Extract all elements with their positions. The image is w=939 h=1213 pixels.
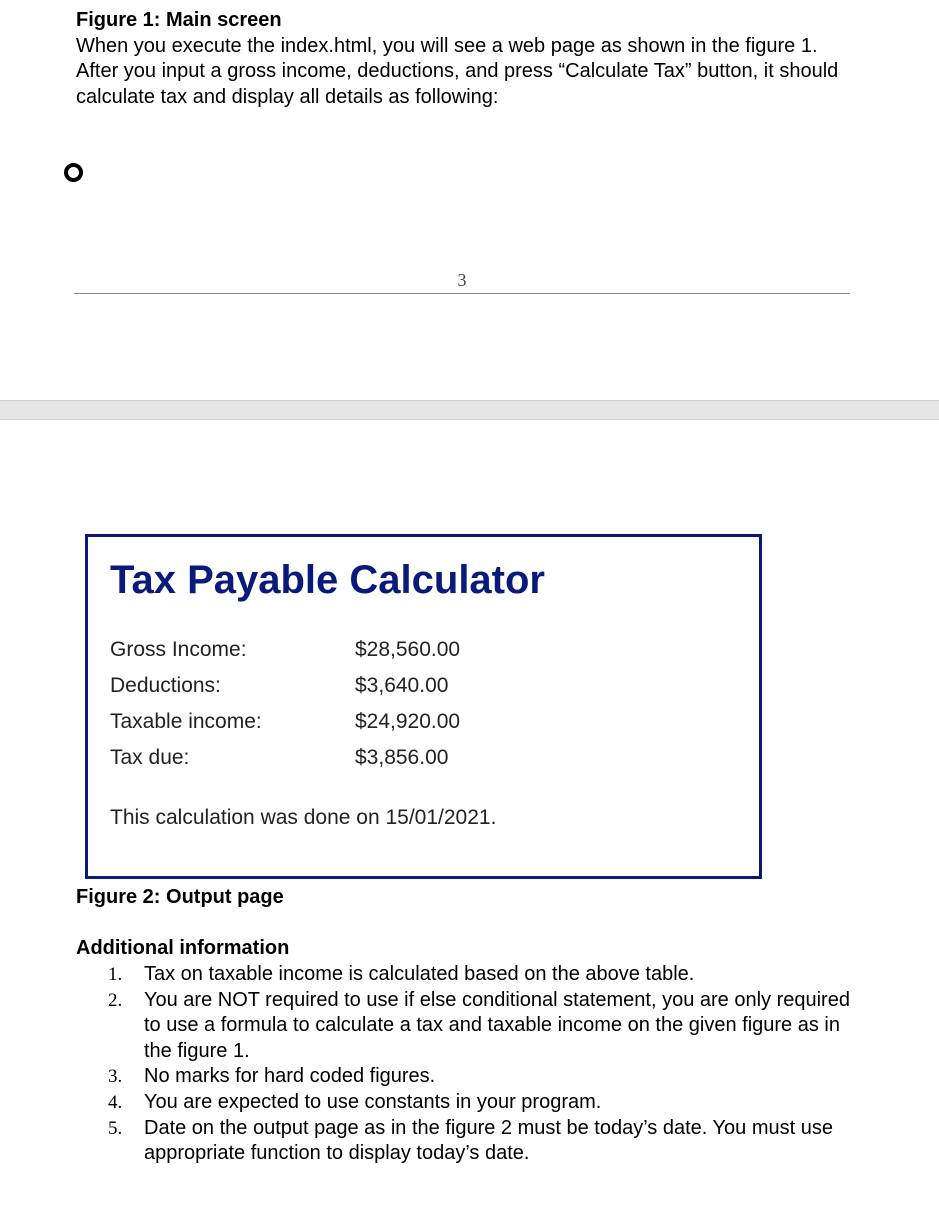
calculator-title: Tax Payable Calculator: [110, 558, 545, 602]
figure1-paragraph-1: When you execute the index.html, you will see a web page as shown in the figure 1.: [76, 34, 818, 57]
figure2-caption: Figure 2: Output page: [76, 886, 284, 908]
result-label: Deductions:: [110, 674, 221, 697]
result-label: Tax due:: [110, 746, 190, 769]
list-item: [108, 962, 868, 988]
result-value: $3,640.00: [355, 674, 449, 697]
list-text: You are NOT required to use if else conditional statement, you are only required to use a formula to calculate a tax and taxable income on the given figure as in the figure 1.: [144, 988, 850, 1062]
page-footer-divider: [74, 293, 850, 294]
list-text: Date on the output page as in the figure 2 must be today’s date. You must use appropriate function to display today’s date.: [144, 1116, 833, 1165]
calculation-date-note: This calculation was done on 15/01/2021.: [110, 806, 497, 829]
list-text: No marks for hard coded figures.: [144, 1065, 436, 1088]
result-value: $3,856.00: [355, 746, 449, 769]
page-break-gap: [0, 400, 939, 420]
list-item: [108, 1064, 868, 1090]
list-number: 1.: [108, 964, 123, 985]
list-text: Tax on taxable income is calculated based on the above table.: [144, 963, 695, 985]
circle-bullet-icon: [64, 163, 83, 182]
figure1-paragraph-2: After you input a gross income, deductions, and press “Calculate Tax” button, it should calculate tax and display all details as following:: [76, 60, 839, 108]
additional-info-heading: Additional information: [76, 937, 290, 959]
result-label: Gross Income:: [110, 638, 247, 661]
list-number: 5.: [108, 1117, 123, 1139]
additional-info-list: [108, 962, 868, 1167]
list-item: [108, 988, 868, 1065]
list-text: You are expected to use constants in your program.: [144, 1090, 602, 1113]
result-value: $24,920.00: [355, 710, 461, 733]
list-number: 4.: [108, 1091, 123, 1113]
result-label: Taxable income:: [110, 710, 262, 733]
list-number: 2.: [108, 989, 123, 1011]
page-number: 3: [457, 270, 467, 290]
figure1-section: [76, 8, 876, 110]
list-item: [108, 1116, 868, 1167]
result-value: $28,560.00: [355, 638, 461, 661]
figure1-caption: Figure 1: Main screen: [76, 9, 282, 31]
list-item: [108, 1090, 868, 1116]
list-number: 3.: [108, 1066, 123, 1088]
